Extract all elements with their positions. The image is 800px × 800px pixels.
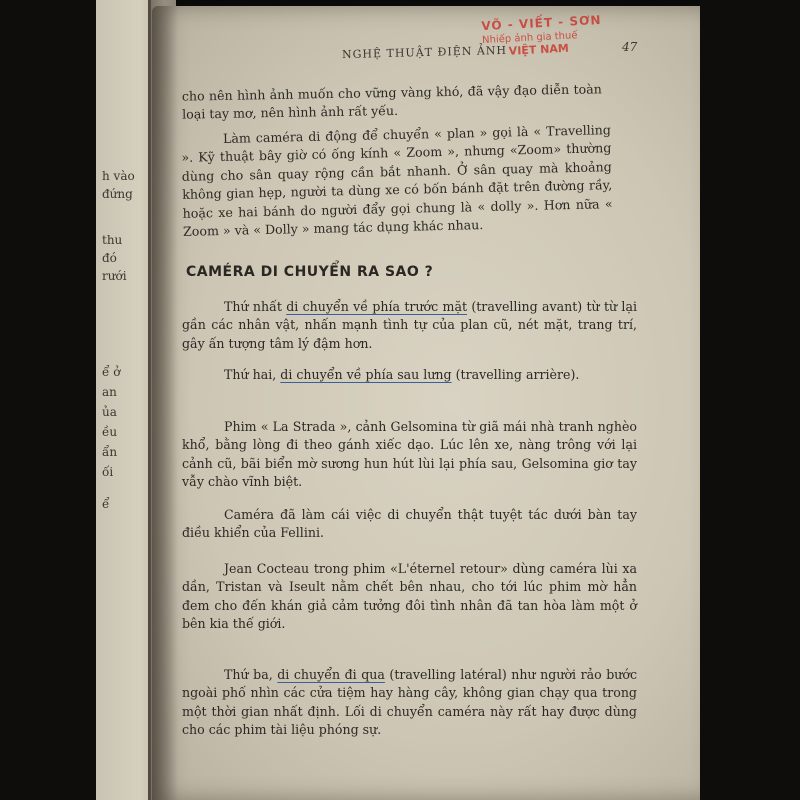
page-number: 47 (622, 40, 638, 54)
ownership-stamp (481, 13, 603, 59)
running-head: NGHỆ THUẬT ĐIỆN ẢNH (341, 43, 508, 62)
p2-text-after: (travelling arrière). (451, 367, 580, 382)
p6-text-after: (travelling latéral) như người rảo bước ngoài phố nhìn các cửa tiệm hay hàng cây, không gian chạy qua trong một thời gian nhất định. Lối di chuyển caméra này rất hay được dùng cho các phim tài liệu phóng sự. (182, 667, 638, 738)
left-fragment: ể ở (102, 365, 121, 379)
p1-text-after: (travelling avant) từ từ lại gần các nhân vật, nhấn mạnh tình tự của plan cũ, nét mặt, trang trí, gây ấn tượng tâm lý đậm hơn. (182, 299, 637, 351)
p2-underlined-phrase: di chuyển về phía sau lưng (280, 367, 452, 382)
left-fragment: ể (102, 497, 110, 511)
paragraph-travelling-lateral (182, 666, 637, 740)
left-fragment: h vào (102, 169, 135, 183)
paragraph-travelling-avant (182, 298, 637, 353)
left-fragment: ều (102, 425, 118, 439)
stamp-title: Nhiếp ảnh gia thuế (481, 30, 578, 47)
book-spine-edge (148, 0, 151, 800)
p1-text-before: Thứ nhất (224, 299, 287, 314)
left-fragment: đó (102, 251, 117, 265)
paragraph-fellini: Caméra đã làm cái việc di chuyển thật tuyệt tác dưới bàn tay điều khiển của Fellini. (182, 507, 637, 541)
left-page-text-fragments (96, 0, 156, 800)
left-fragment: thu (102, 233, 123, 247)
left-fragment: ẩn (102, 445, 118, 459)
paragraph-la-strada: Phim « La Strada », cảnh Gelsomina từ giã mái nhà tranh nghèo khổ, bằng lòng đi theo gánh xiếc dạo. Lúc lên xe, nàng trông với lại cảnh cũ, bãi biển mờ sương hun hút lùi lại phía sau, Gelsomina giơ tay vẫy chào vĩnh biệt. (182, 419, 637, 490)
left-fragment: ủa (102, 405, 117, 419)
intro-paragraph: cho nên hình ảnh muốn cho vững vàng khó, đã vậy đạo diễn toàn loại tay mơ, nên hình ảnh rất yếu. (181, 81, 602, 123)
p6-underlined-phrase: di chuyển đi qua (277, 667, 385, 682)
background-right (700, 0, 800, 800)
left-fragment: rưới (102, 269, 127, 283)
stamp-name: VÕ - VIẾT - SƠN (481, 12, 602, 34)
section-heading: CAMÉRA DI CHUYỂN RA SAO ? (186, 264, 434, 280)
p6-text-before: Thứ ba, (224, 667, 278, 682)
p2-text-before: Thứ hai, (224, 367, 281, 382)
paragraph-cocteau: Jean Cocteau trong phim «L'éternel retour» dùng caméra lùi xa dần, Tristan và Iseult nằm chết bên nhau, cho tới lúc phim mờ hẳn đem cho đến khán giả cảm tưởng đôi tình nhân đã tan hòa làm một ở bên kia thế giới. (182, 561, 637, 632)
paragraph-travelling-arriere (182, 366, 637, 384)
left-fragment: an (102, 385, 117, 399)
stamp-country: VIỆT NAM (508, 41, 570, 58)
p1-underlined-phrase: di chuyển về phía trước mặt (286, 299, 468, 314)
zoom-dolly-paragraph: Làm caméra di động để chuyển « plan » gọi là « Travelling ». Kỹ thuật bây giờ có ống kính « Zoom », nhưng «Zoom» thường dùng cho sân quay rộng cần bắt nhanh. Ở sân quay mà khoảng không gian hẹp, người ta dùng xe có bốn bánh đặt trên đường rầy, hoặc xe hai bánh do người đẩy gọi chung là « dolly ». Hơn nữa « Zoom » và « Dolly » mang tác dụng khác nhau. (181, 122, 613, 239)
right-page (152, 6, 700, 800)
left-fragment: đứng (102, 187, 133, 201)
left-fragment: ối (102, 465, 114, 479)
